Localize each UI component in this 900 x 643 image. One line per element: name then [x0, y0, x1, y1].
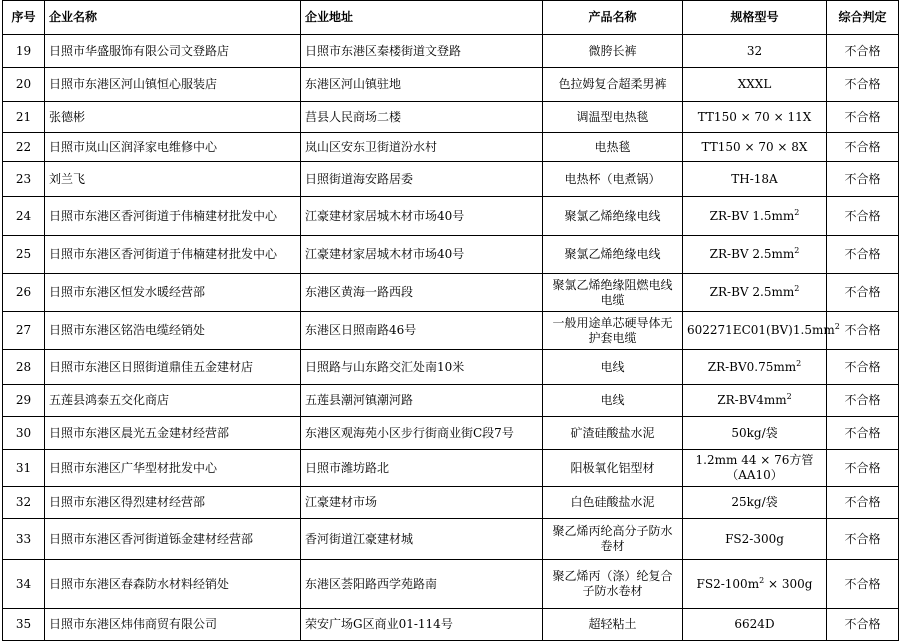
spec-superscript: 2: [794, 207, 800, 217]
cell-product: [543, 197, 683, 236]
cell-company: [45, 197, 301, 236]
cell-verdict: [827, 102, 899, 133]
cell-no: [3, 274, 45, 312]
cell-product-text: 电热毯: [594, 139, 631, 154]
cell-product-text: 色拉姆复合超柔男裤: [558, 77, 667, 91]
cell-verdict: [827, 162, 899, 197]
cell-company-text: 五莲县鸿泰五交化商店: [49, 393, 170, 407]
cell-no: [3, 35, 45, 68]
cell-verdict: [827, 560, 899, 609]
cell-verdict: [827, 274, 899, 312]
spec-superscript: 2: [796, 358, 802, 368]
cell-verdict-text: 不合格: [844, 43, 881, 58]
cell-verdict-text: 不合格: [844, 109, 881, 124]
cell-company-text: 日照市东港区香河街道于伟楠建材批发中心: [49, 247, 278, 261]
cell-product-text: 聚氯乙烯绝缘电线: [564, 247, 661, 261]
cell-product-text: 聚氯乙烯绝缘阻燃电线电缆: [552, 277, 673, 307]
cell-verdict: [827, 417, 899, 450]
cell-product: [543, 609, 683, 641]
cell-no-text: 19: [15, 43, 32, 58]
cell-address: [301, 197, 543, 236]
cell-product: [543, 274, 683, 312]
cell-address-text: 五莲县潮河镇潮河路: [305, 393, 414, 407]
cell-address-text: 东港区日照南路46号: [305, 323, 417, 337]
cell-spec-text: ZR-BV 2.5mm: [709, 285, 795, 299]
table-row: [3, 385, 899, 417]
cell-address-text: 江豪建材家居城木材市场40号: [305, 208, 465, 223]
cell-spec: [683, 197, 827, 236]
spec-superscript: 2: [786, 392, 792, 401]
cell-no-text: 35: [15, 617, 32, 631]
cell-no: [3, 350, 45, 385]
cell-no-text: 34: [15, 576, 32, 591]
cell-verdict: [827, 236, 899, 274]
cell-address-text: 东港区黄海一路西段: [305, 285, 414, 299]
table-row: [3, 133, 899, 162]
cell-product-text: 矿渣硅酸盐水泥: [570, 425, 655, 440]
cell-verdict-text: 不合格: [844, 425, 881, 440]
cell-company-text: 日照市东港区日照街道鼎佳五金建材店: [49, 359, 254, 374]
cell-no: [3, 450, 45, 487]
cell-spec: [683, 133, 827, 162]
cell-verdict-text: 不合格: [844, 77, 881, 91]
cell-no-text: 28: [15, 359, 32, 374]
cell-spec-text: 6624D: [734, 617, 775, 631]
cell-company-text: 日照市东港区广华型材批发中心: [49, 460, 218, 475]
cell-product-text: 聚乙烯丙纶高分子防水卷材: [552, 524, 673, 553]
cell-product-text: 电线: [600, 393, 625, 407]
cell-company-text: 日照市东港区铭浩电缆经销处: [49, 323, 206, 337]
table-row: [3, 35, 899, 68]
cell-verdict-text: 不合格: [844, 531, 881, 546]
cell-product-text: 电热杯（电煮锅）: [564, 171, 661, 186]
spec-suffix: × 300g: [764, 576, 813, 591]
cell-company: [45, 274, 301, 312]
table-row: [3, 236, 899, 274]
cell-address-text: 岚山区安东卫街道汾水村: [305, 139, 438, 154]
cell-no-text: 21: [15, 109, 32, 124]
cell-no-text: 27: [15, 323, 32, 337]
cell-address: [301, 35, 543, 68]
cell-company-text: 张德彬: [49, 109, 86, 124]
cell-product-text: 聚乙烯丙（涤）纶复合子防水卷材: [552, 569, 673, 598]
cell-verdict: [827, 450, 899, 487]
table-row: [3, 487, 899, 519]
cell-company: [45, 385, 301, 417]
cell-verdict: [827, 35, 899, 68]
cell-address: [301, 133, 543, 162]
cell-product-text: 白色硅酸盐水泥: [570, 495, 655, 509]
cell-address: [301, 102, 543, 133]
table-row: [3, 312, 899, 350]
cell-product-text: 电线: [600, 359, 625, 374]
cell-product: [543, 487, 683, 519]
cell-verdict: [827, 487, 899, 519]
header-verdict: 综合判定: [827, 1, 899, 35]
cell-no: [3, 197, 45, 236]
cell-verdict: [827, 519, 899, 560]
cell-address-text: 江豪建材市场: [305, 495, 378, 509]
cell-no: [3, 236, 45, 274]
cell-spec: [683, 417, 827, 450]
cell-company-text: 刘兰飞: [49, 171, 86, 186]
cell-product: [543, 162, 683, 197]
cell-address: [301, 450, 543, 487]
cell-verdict: [827, 133, 899, 162]
cell-spec-text: ZR-BV 1.5mm: [709, 208, 795, 223]
table-row: [3, 560, 899, 609]
cell-company: [45, 560, 301, 609]
cell-product: [543, 102, 683, 133]
cell-address-text: 东港区荟阳路西学苑路南: [305, 576, 438, 591]
table-row: [3, 162, 899, 197]
cell-no: [3, 162, 45, 197]
cell-company: [45, 162, 301, 197]
cell-company-text: 日照市东港区春森防水材料经销处: [49, 576, 230, 591]
cell-verdict: [827, 385, 899, 417]
cell-verdict: [827, 609, 899, 641]
cell-company: [45, 133, 301, 162]
cell-spec-text: 50kg/袋: [731, 425, 778, 440]
cell-no-text: 26: [15, 285, 32, 299]
cell-verdict-text: 不合格: [844, 247, 881, 261]
cell-company: [45, 236, 301, 274]
cell-address: [301, 350, 543, 385]
cell-product: [543, 385, 683, 417]
cell-product: [543, 350, 683, 385]
cell-product: [543, 133, 683, 162]
cell-company: [45, 102, 301, 133]
cell-address-text: 香河街道江豪建材城: [305, 531, 414, 546]
cell-address: [301, 487, 543, 519]
cell-spec: [683, 312, 840, 350]
table-row: [3, 274, 899, 312]
cell-spec: [683, 519, 827, 560]
cell-product-text: 超轻粘土: [588, 617, 637, 631]
header-company: 企业名称: [45, 1, 301, 35]
cell-company-text: 日照市东港区香河街道于伟楠建材批发中心: [49, 208, 278, 223]
table-row: [3, 102, 899, 133]
cell-company-text: 日照市东港区河山镇恒心服装店: [49, 77, 218, 91]
table-row: [3, 350, 899, 385]
cell-company: [45, 350, 301, 385]
spec-superscript: 2: [759, 575, 765, 585]
cell-no-text: 22: [15, 139, 32, 154]
cell-verdict: [827, 68, 899, 102]
table-row: [3, 450, 899, 487]
cell-no-text: 32: [15, 495, 32, 509]
cell-spec: [683, 162, 827, 197]
cell-address: [301, 274, 543, 312]
spec-superscript: 2: [794, 284, 800, 293]
cell-spec-text: TH-18A: [731, 171, 778, 186]
cell-no-text: 24: [15, 208, 32, 223]
cell-product: [543, 236, 683, 274]
table-row: [3, 519, 899, 560]
cell-address: [301, 519, 543, 560]
cell-spec: [683, 487, 827, 519]
cell-spec-text: 32: [746, 43, 763, 58]
cell-address: [301, 417, 543, 450]
cell-spec-text: ZR-BV 2.5mm: [709, 247, 795, 261]
cell-no-text: 20: [15, 77, 32, 91]
cell-address-text: 日照街道海安路居委: [305, 171, 414, 186]
cell-company-text: 日照市东港区炜伟商贸有限公司: [49, 617, 218, 631]
cell-product: [543, 560, 683, 609]
cell-no: [3, 312, 45, 350]
cell-no: [3, 487, 45, 519]
cell-company-text: 日照市东港区恒发水暖经营部: [49, 285, 206, 299]
cell-verdict-text: 不合格: [844, 576, 881, 591]
cell-verdict-text: 不合格: [844, 359, 881, 374]
cell-address: [301, 560, 543, 609]
table-row: [3, 609, 899, 641]
table-row: [3, 417, 899, 450]
cell-spec: [683, 236, 827, 274]
cell-verdict-text: 不合格: [844, 208, 881, 223]
header-no: 序号: [3, 1, 45, 35]
cell-address: [301, 312, 543, 350]
cell-product-text: 阳极氧化铝型材: [570, 460, 655, 475]
cell-spec-text: ZR-BV4mm: [717, 393, 787, 407]
cell-no-text: 31: [15, 460, 32, 475]
cell-spec-text: 1.2mm 44 × 76方管（AA10）: [695, 453, 814, 482]
cell-product-text: 微胯长裤: [588, 43, 637, 58]
cell-address-text: 东港区观海苑小区步行街商业街C段7号: [305, 425, 514, 440]
cell-company-text: 日照市华盛服饰有限公司文登路店: [49, 43, 230, 58]
cell-spec: [683, 350, 827, 385]
cell-product-text: 一般用途单芯硬导体无护套电缆: [552, 315, 673, 345]
cell-company-text: 日照市东港区香河街道铄金建材经营部: [49, 531, 254, 546]
cell-no: [3, 68, 45, 102]
cell-no: [3, 102, 45, 133]
cell-product: [543, 312, 683, 350]
cell-verdict-text: 不合格: [844, 285, 881, 299]
cell-no: [3, 519, 45, 560]
cell-company: [45, 68, 301, 102]
cell-address: [301, 68, 543, 102]
cell-verdict-text: 不合格: [844, 171, 881, 186]
inspection-results-table: [2, 0, 899, 641]
cell-product: [543, 417, 683, 450]
cell-spec: [683, 450, 827, 487]
cell-spec-text: TT150 × 70 × 11X: [697, 109, 812, 124]
cell-address: [301, 162, 543, 197]
cell-company: [45, 450, 301, 487]
cell-no-text: 30: [15, 425, 32, 440]
cell-spec-text: TT150 × 70 × 8X: [701, 139, 808, 154]
table-row: [3, 68, 899, 102]
cell-address-text: 日照路与山东路交汇处南10米: [305, 359, 465, 374]
cell-product: [543, 68, 683, 102]
cell-address: [301, 385, 543, 417]
cell-verdict-text: 不合格: [844, 323, 881, 337]
cell-no: [3, 609, 45, 641]
header-product: 产品名称: [543, 1, 683, 35]
cell-verdict-text: 不合格: [844, 460, 881, 475]
cell-spec-text: XXXL: [737, 77, 772, 91]
cell-spec: [683, 68, 827, 102]
cell-spec-text: FS2-300g: [725, 531, 784, 546]
cell-spec: [683, 102, 827, 133]
cell-company: [45, 487, 301, 519]
cell-address-text: 荣安广场G区商业01-114号: [305, 617, 453, 631]
cell-address-text: 日照市潍坊路北: [305, 460, 390, 475]
table-body: [3, 35, 899, 641]
cell-spec: [683, 609, 827, 641]
table-header-row: [3, 1, 899, 35]
cell-product-text: 聚氯乙烯绝缘电线: [564, 208, 661, 223]
cell-spec: [683, 35, 827, 68]
cell-company-text: 日照市东港区晨光五金建材经营部: [49, 425, 230, 440]
cell-no-text: 23: [15, 171, 32, 186]
cell-spec: [683, 274, 827, 312]
cell-address-text: 日照市东港区秦楼街道文登路: [305, 43, 462, 58]
cell-spec-text: 25kg/袋: [731, 495, 778, 509]
cell-no-text: 29: [15, 393, 32, 407]
cell-company: [45, 417, 301, 450]
table-row: [3, 197, 899, 236]
cell-address-text: 莒县人民商场二楼: [305, 109, 402, 124]
cell-address: [301, 236, 543, 274]
cell-product-text: 调温型电热毯: [576, 109, 649, 124]
spec-superscript: 2: [834, 322, 840, 331]
cell-spec-text: FS2-100m: [696, 576, 760, 591]
cell-product: [543, 519, 683, 560]
cell-verdict-text: 不合格: [844, 139, 881, 154]
cell-company: [45, 35, 301, 68]
cell-no-text: 33: [15, 531, 32, 546]
cell-verdict: [827, 350, 899, 385]
cell-spec: [683, 560, 827, 609]
cell-company: [45, 609, 301, 641]
cell-address-text: 东港区河山镇驻地: [305, 77, 402, 91]
cell-address-text: 江豪建材家居城木材市场40号: [305, 247, 465, 261]
cell-no: [3, 133, 45, 162]
cell-verdict-text: 不合格: [844, 617, 881, 631]
cell-no: [3, 385, 45, 417]
cell-verdict: [827, 197, 899, 236]
cell-verdict-text: 不合格: [844, 393, 881, 407]
cell-no: [3, 417, 45, 450]
cell-spec-text: 602271EC01(BV)1.5mm: [687, 323, 835, 337]
header-spec: 规格型号: [683, 1, 827, 35]
cell-company-text: 日照市岚山区润泽家电维修中心: [49, 139, 218, 154]
spec-superscript: 2: [794, 246, 800, 255]
cell-product: [543, 450, 683, 487]
cell-company: [45, 312, 301, 350]
cell-company: [45, 519, 301, 560]
cell-company-text: 日照市东港区得烈建材经营部: [49, 495, 206, 509]
cell-spec-text: ZR-BV0.75mm: [707, 359, 797, 374]
cell-verdict-text: 不合格: [844, 495, 881, 509]
cell-spec: [683, 385, 827, 417]
cell-address: [301, 609, 543, 641]
cell-no: [3, 560, 45, 609]
cell-product: [543, 35, 683, 68]
cell-no-text: 25: [15, 247, 32, 261]
header-address: 企业地址: [301, 1, 543, 35]
